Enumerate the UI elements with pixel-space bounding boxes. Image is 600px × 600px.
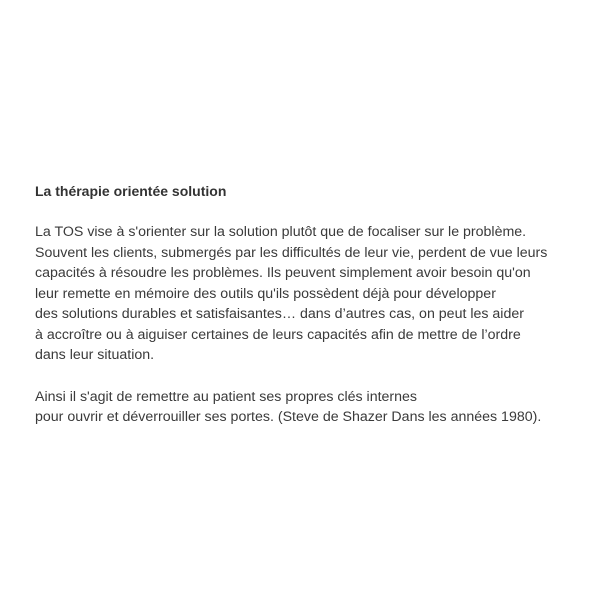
paragraph-line: dans leur situation. [35, 347, 155, 363]
paragraph-intro [35, 222, 595, 366]
paragraph-line: pour ouvrir et déverrouiller ses portes. (Steve de Shazer Dans les années 1980). [35, 409, 542, 425]
paragraph-line: leur remette en mémoire des outils qu'ils possèdent déjà pour développer [35, 285, 496, 302]
paragraph-line: des solutions durables et satisfaisantes… dans d’autres cas, on peut les aider [35, 306, 524, 322]
paragraph-line: Ainsi il s'agit de remettre au patient ses propres clés internes [35, 388, 418, 405]
paragraph-line: capacités à résoudre les problèmes. Ils peuvent simplement avoir besoin qu'on [35, 265, 531, 281]
article [35, 181, 595, 428]
paragraph-line: La TOS vise à s'orienter sur la solution plutôt que de focaliser sur le problème. [35, 224, 527, 240]
paragraph-line: à accroître ou à aiguiser certaines de leurs capacités afin de mettre de l’ordre [35, 326, 521, 343]
paragraph-line: Souvent les clients, submergés par les difficultés de leur vie, perdent de vue leurs [35, 244, 548, 261]
paragraph-quote [35, 387, 595, 428]
article-title: La thérapie orientée solution [35, 183, 227, 199]
